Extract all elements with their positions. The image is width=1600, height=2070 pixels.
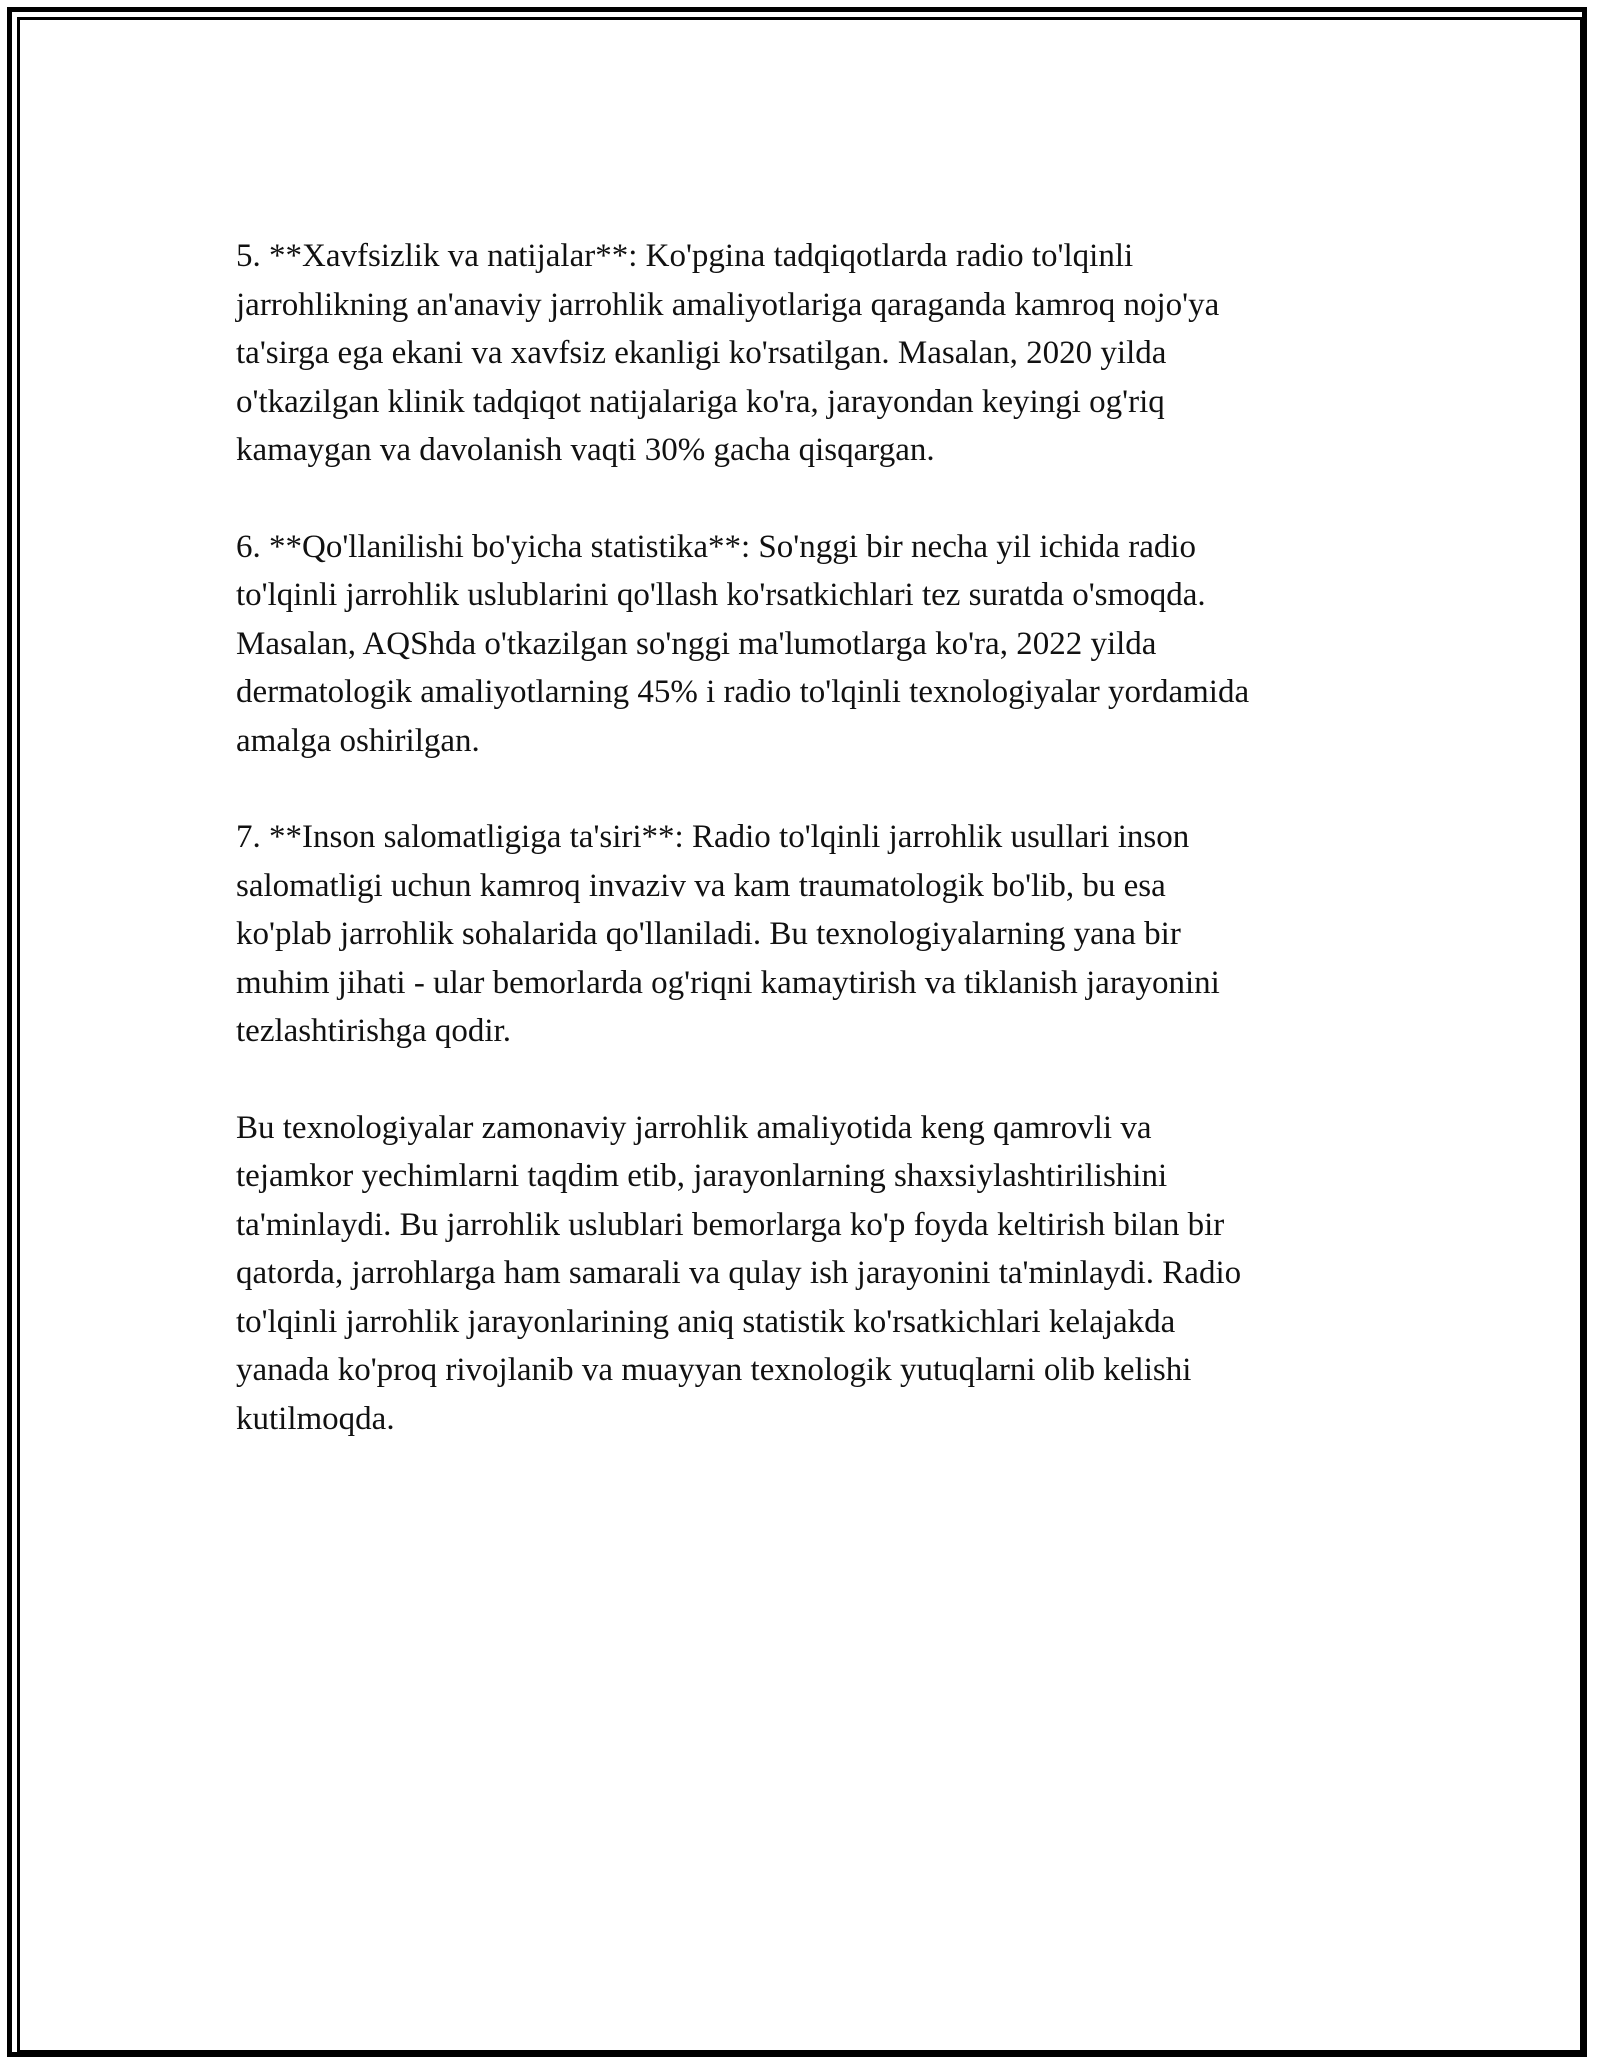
- text-line: salomatligi uchun kamroq invaziv va kam traumatologik bo'lib, bu esa: [236, 867, 1166, 904]
- text-line: kamaygan va davolanish vaqti 30% gacha qisqargan.: [236, 432, 935, 468]
- text-line: to'lqinli jarrohlik jarayonlarining aniq statistik ko'rsatkichlari kelajakda: [236, 1303, 1176, 1340]
- text-line: 6. **Qo'llanilishi bo'yicha statistika**: So'nggi bir necha yil ichida radio: [236, 528, 1197, 565]
- text-line: jarrohlikning an'anaviy jarrohlik amaliyotlariga qaraganda kamroq nojo'ya: [236, 286, 1220, 323]
- paragraph-conclusion: [236, 1104, 1386, 1444]
- text-line: tezlashtirishga qodir.: [236, 1013, 511, 1049]
- text-line: o'tkazilgan klinik tadqiqot natijalariga ko'ra, jarayondan keyingi og'riq: [236, 383, 1165, 420]
- paragraph-health-impact: [236, 813, 1386, 1056]
- text-line: 5. **Xavfsizlik va natijalar**: Ko'pgina tadqiqotlarda radio to'lqinli: [236, 238, 1134, 274]
- text-line: ta'sirga ega ekani va xavfsiz ekanligi ko'rsatilgan. Masalan, 2020 yilda: [236, 335, 1167, 371]
- text-line: dermatologik amaliyotlarning 45% i radio to'lqinli texnologiyalar yordamida: [236, 674, 1250, 710]
- text-line: amalga oshirilgan.: [236, 722, 480, 759]
- paragraph-safety-results: [236, 232, 1386, 475]
- text-line: kutilmoqda.: [236, 1400, 395, 1437]
- text-line: tejamkor yechimlarni taqdim etib, jarayonlarning shaxsiylashtirilishini: [236, 1158, 1168, 1194]
- text-line: 7. **Inson salomatligiga ta'siri**: Radio to'lqinli jarrohlik usullari inson: [236, 819, 1190, 855]
- text-line: qatorda, jarrohlarga ham samarali va qulay ish jarayonini ta'minlaydi. Radio: [236, 1255, 1242, 1291]
- text-line: muhim jihati - ular bemorlarda og'riqni kamaytirish va tiklanish jarayonini: [236, 964, 1220, 1001]
- text-line: Masalan, AQShda o'tkazilgan so'nggi ma'lumotlarga ko'ra, 2022 yilda: [236, 625, 1157, 662]
- text-line: ko'plab jarrohlik sohalarida qo'llaniladi. Bu texnologiyalarning yana bir: [236, 916, 1181, 952]
- text-line: ta'minlaydi. Bu jarrohlik uslublari bemorlarga ko'p foyda keltirish bilan bir: [236, 1206, 1225, 1243]
- text-line: yanada ko'proq rivojlanib va muayyan texnologik yutuqlarni olib kelishi: [236, 1352, 1192, 1388]
- paragraph-usage-statistics: [236, 523, 1386, 766]
- text-line: Bu texnologiyalar zamonaviy jarrohlik amaliyotida keng qamrovli va: [236, 1109, 1152, 1146]
- document-body: [236, 232, 1386, 1491]
- text-line: to'lqinli jarrohlik uslublarini qo'llash ko'rsatkichlari tez suratda o'smoqda.: [236, 577, 1206, 613]
